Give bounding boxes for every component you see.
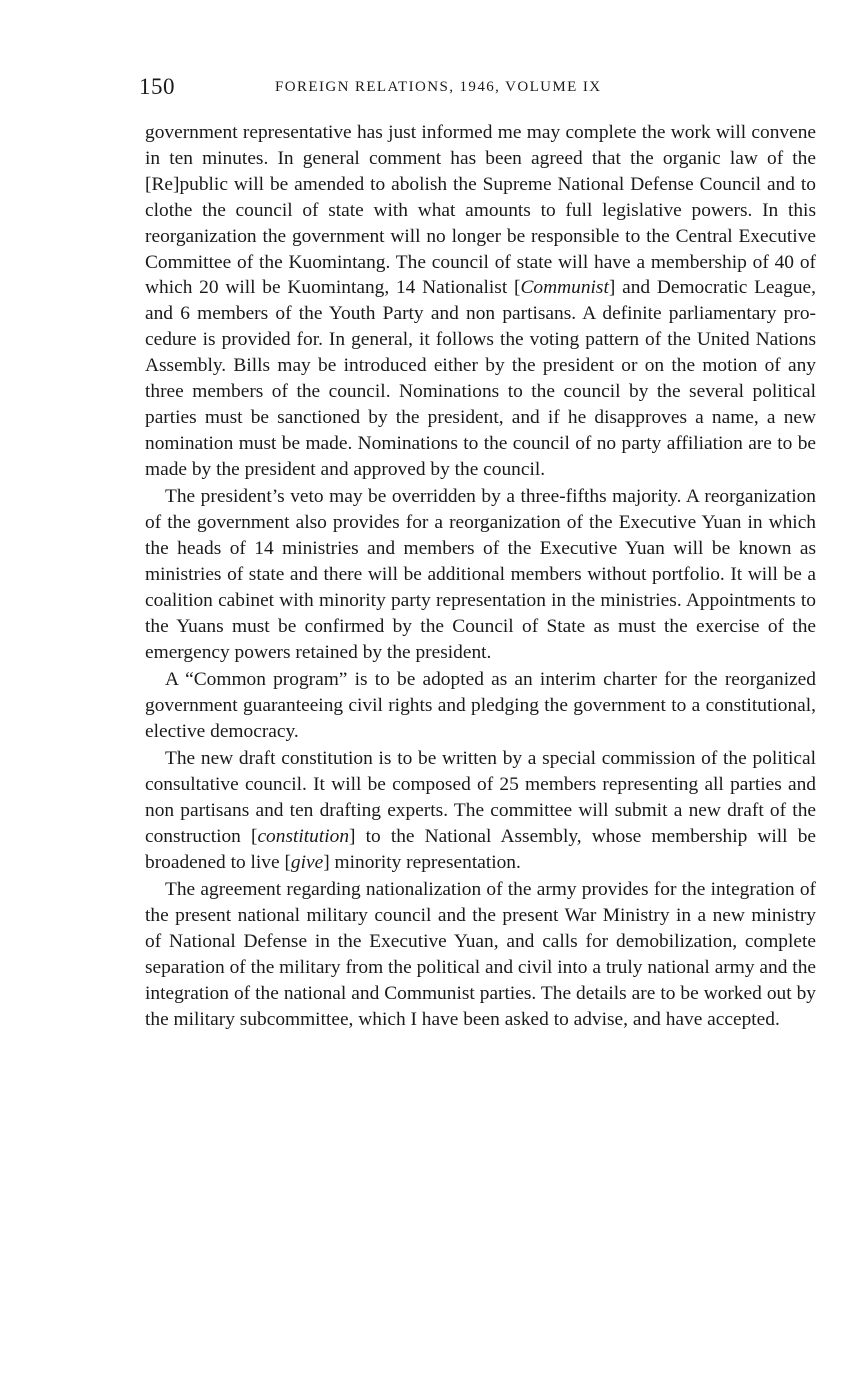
text-run: government representative has just informed me may complete the work will convene in ten minutes. In general comment has been agreed that the organic law of the [Re]public will be amended to abolish the Supreme National Defense Council and to clothe the council of state with what amounts to full legislative powers. In this reorganization the government will no longer be responsible to the Central Executive Committee of the Kuomintang. The council of state will have a membership of 40 of which 20 will be Kuomintang, 14 Nationalist [ — [145, 122, 816, 299]
page-number: 150 — [139, 74, 175, 99]
text-run: ] and Democratic League, and 6 members of the Youth Party and non partisans. A definite parliamentary procedure is provided for. In general, it follows the voting pattern of the United Nations Assembly. Bills may be introduced either by the president or on the motion of any three members of the council. Nominations to the council by the several political parties must be sanctioned by the president, and if he disapproves a name, a new nomination must be made. Nominations to the council of no party affiliation are to be made by the president and approved by the council. — [145, 277, 816, 480]
italic-insertion: Communist — [520, 277, 609, 299]
text-run: The president’s veto may be overridden by a three-fifths majority. A reorganization of the government also provides for a reorganization of the Executive Yuan in which the heads of 14 ministries and members of the Executive Yuan will be known as ministries of state and there will be additional members without portfolio. It will be a coalition cabinet with minority party representation in the ministries. Appointments to the Yuans must be confirmed by the Council of State as must the exercise of the emergency powers retained by the president. — [145, 486, 816, 663]
italic-insertion: give — [290, 851, 324, 873]
text-run: A “Common program” is to be adopted as an interim charter for the reorganized government guaranteeing civil rights and pledging the government to a constitutional, elective democracy. — [145, 669, 816, 742]
text-run: The agreement regarding nationalization of the army provides for the integration of the present national military council and the present War Ministry in a new ministry of National Defense in the Executive Yuan, and calls for demobilization, complete separation of the military from the political and civil into a truly national army and the integration of the national and Communist parties. The details are to be worked out by the military subcommittee, which I have been asked to advise, and have accepted. — [145, 879, 816, 1030]
text-run: ] to the National Assembly, whose membership will be broadened to live [ — [145, 825, 816, 873]
running-head: FOREIGN RELATIONS, 1946, VOLUME IX — [275, 79, 602, 95]
paragraph — [145, 667, 816, 745]
body-text — [145, 120, 816, 1033]
italic-insertion: constitution — [257, 825, 350, 847]
document-page — [139, 74, 816, 1033]
text-run: ] minority representation. — [323, 851, 521, 873]
paragraph — [145, 484, 816, 665]
paragraph — [145, 120, 816, 483]
paragraph — [145, 877, 816, 1032]
text-run: The new draft constitution is to be written by a special commission of the political consultative council. It will be composed of 25 members representing all parties and non partisans and ten drafting experts. The committee will submit a new draft of the construction [ — [145, 748, 816, 847]
page-header — [139, 74, 816, 106]
paragraph — [145, 746, 816, 876]
